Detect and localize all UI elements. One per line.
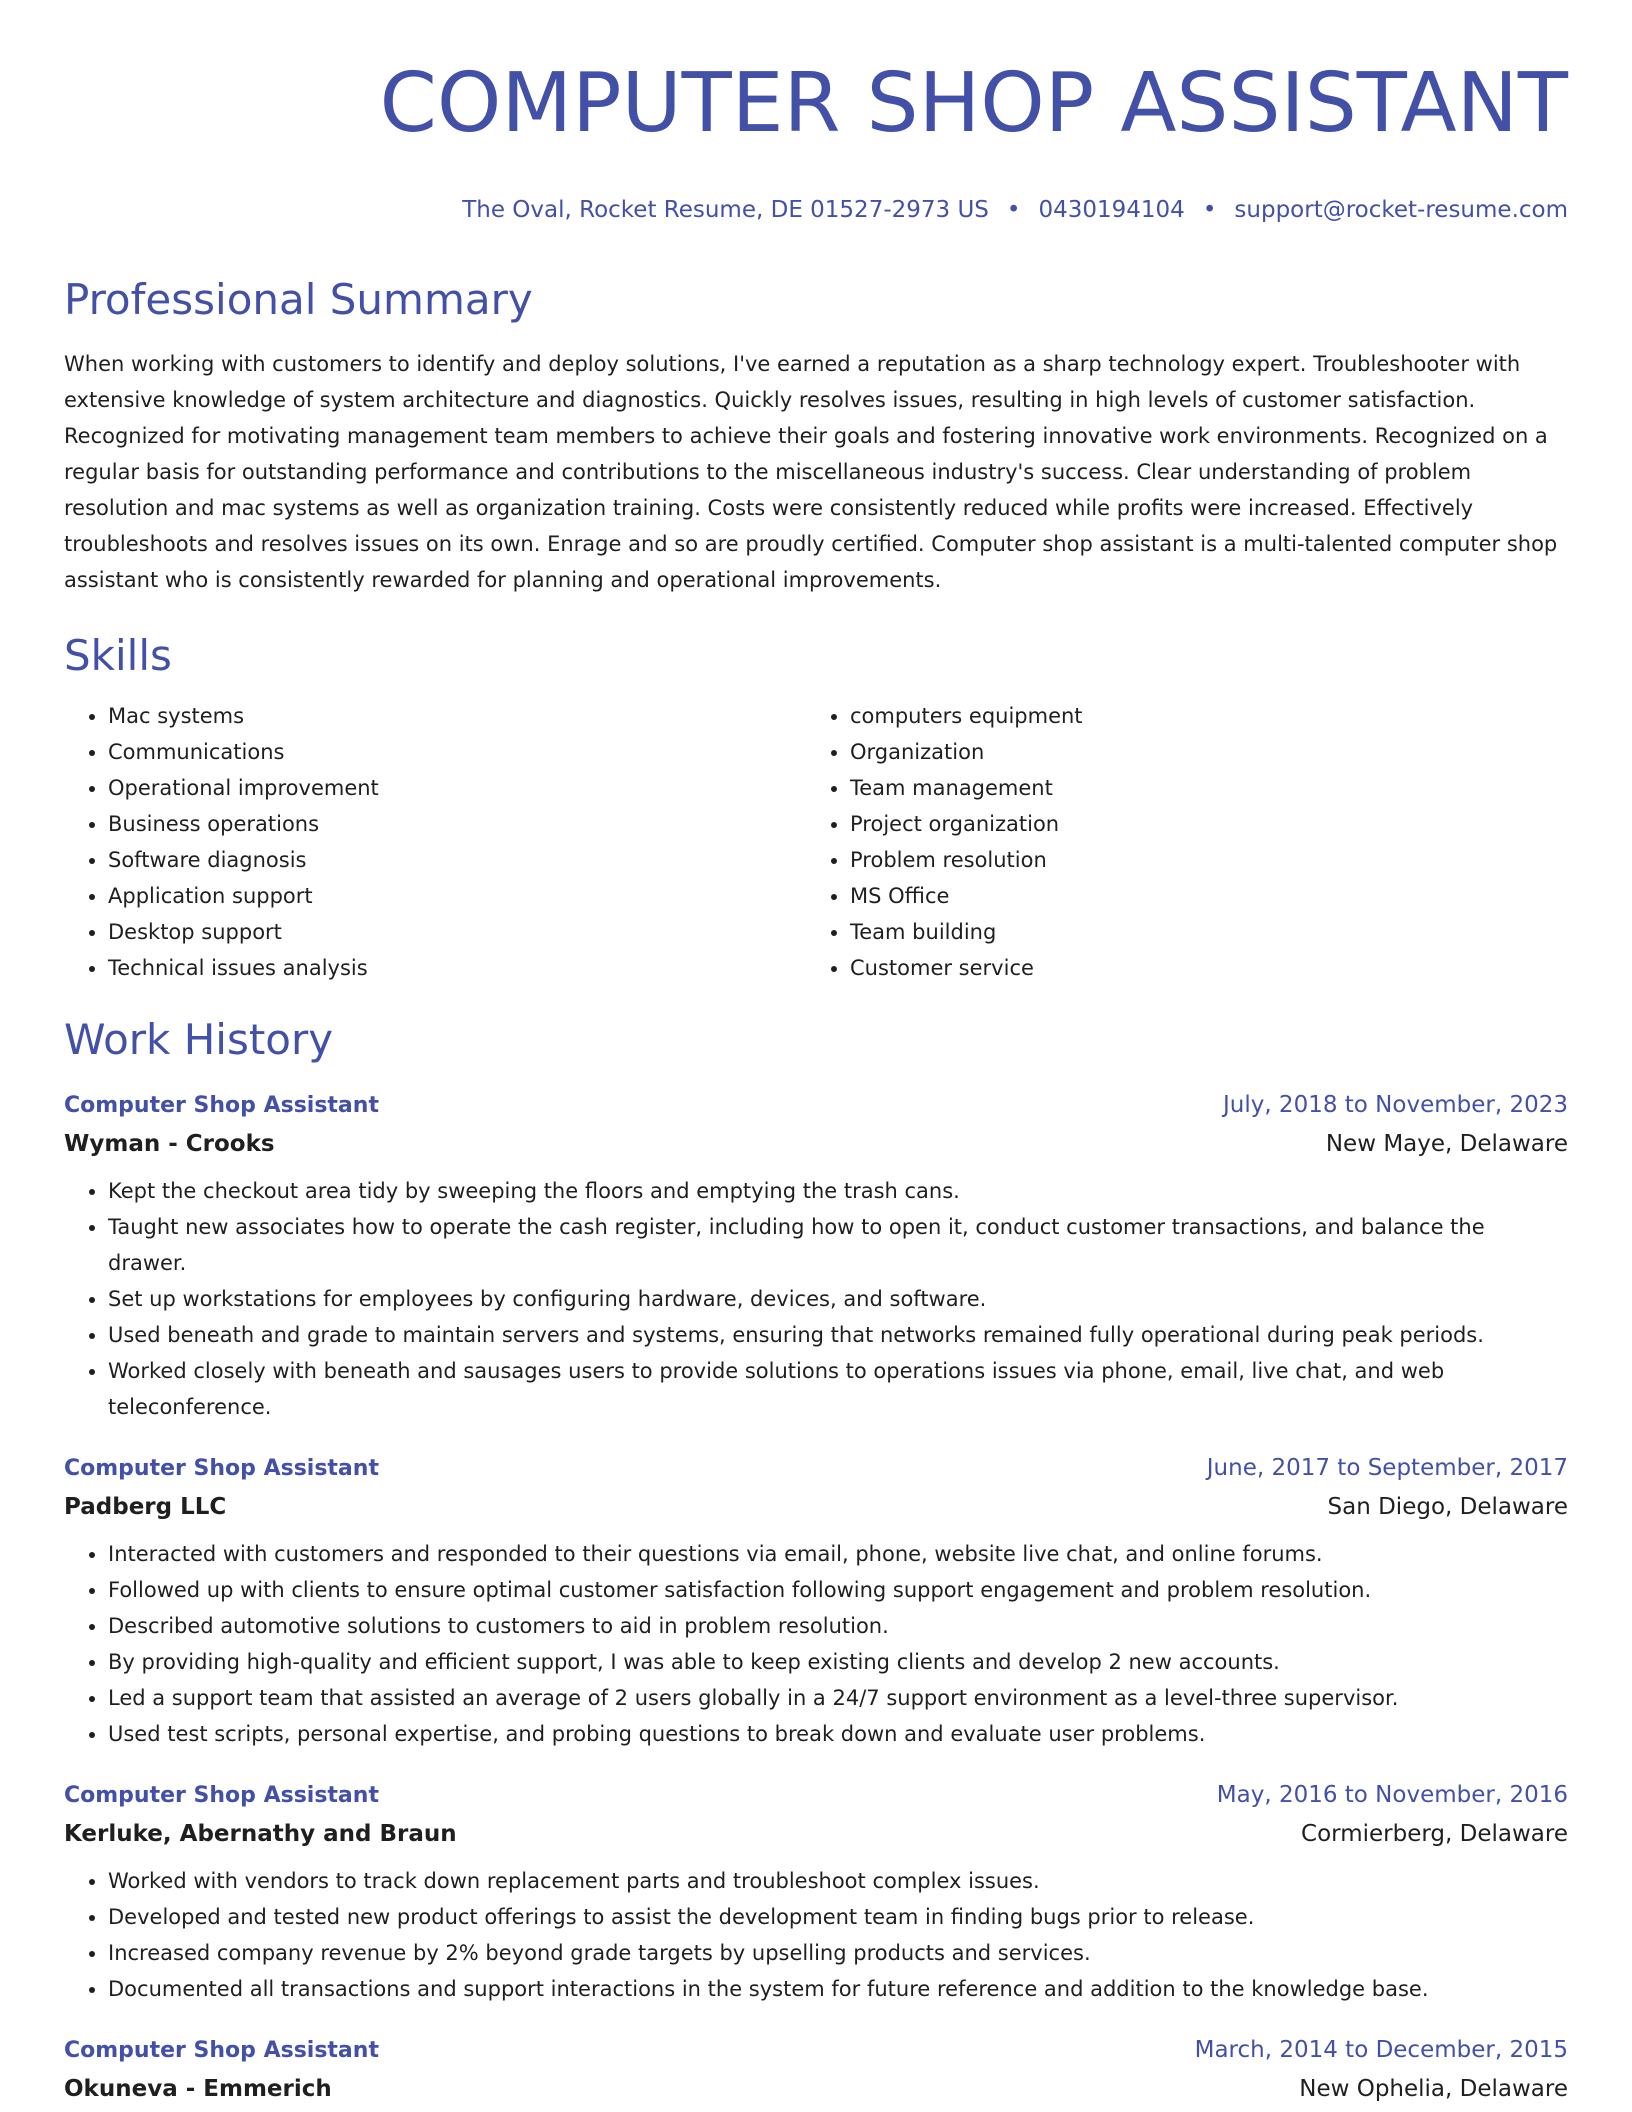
job-dates: March, 2014 to December, 2015	[1194, 2037, 1568, 2063]
job-entry	[64, 1086, 1568, 1425]
job-bullet: • Worked with vendors to track down replacement parts and troubleshoot complex issues.	[108, 1863, 1568, 1899]
job-bullet: • Interacted with customers and responded to their questions via email, phone, website live chat, and online forums.	[108, 1536, 1568, 1572]
skill-item: • Organization	[850, 734, 1548, 770]
job-bullet: • Kept the checkout area tidy by sweeping the floors and emptying the trash cans.	[108, 1173, 1568, 1209]
job-bullet: • Followed up with clients to ensure optimal customer satisfaction following support engagement and problem resolution.	[108, 1572, 1568, 1608]
job-company: Okuneva - Emmerich	[64, 2076, 332, 2102]
contact-separator: •	[1006, 197, 1021, 223]
job-dates: July, 2018 to November, 2023	[1222, 1092, 1568, 1118]
job-title: Computer Shop Assistant	[64, 1783, 379, 1808]
job-bullets	[64, 1536, 1568, 1752]
job-header	[64, 2031, 1568, 2070]
skill-item: • Desktop support	[108, 914, 806, 950]
job-bullet: • Increased company revenue by 2% beyond grade targets by upselling products and services.	[108, 1935, 1568, 1971]
skills-column-left	[64, 698, 806, 986]
contact-line	[64, 194, 1568, 226]
job-subheader	[64, 1125, 1568, 1163]
job-header	[64, 1449, 1568, 1488]
skill-item: • Communications	[108, 734, 806, 770]
work-history-heading: Work History	[64, 1015, 334, 1064]
job-subheader	[64, 2070, 1568, 2108]
job-dates: June, 2017 to September, 2017	[1206, 1455, 1568, 1481]
job-header	[64, 1776, 1568, 1815]
skill-item: • Application support	[108, 878, 806, 914]
summary-heading: Professional Summary	[64, 275, 533, 324]
skill-item: • Team management	[850, 770, 1548, 806]
resume-name: COMPUTER SHOP ASSISTANT	[379, 56, 1568, 151]
skills-heading: Skills	[64, 631, 172, 680]
job-bullet: • Developed and tested new product offerings to assist the development team in finding bugs prior to release.	[108, 1899, 1568, 1935]
skill-item: • computers equipment	[850, 698, 1548, 734]
job-bullets	[64, 1173, 1568, 1425]
job-bullet: • Set up workstations for employees by configuring hardware, devices, and software.	[108, 1281, 1568, 1317]
summary-text: When working with customers to identify and deploy solutions, I've earned a reputation as a sharp technology expert. Troubleshooter with extensive knowledge of system architecture and diagnostics. Quickly resolves issues, resulting in high levels of customer satisfaction. Recognized for motivating management team members to achieve their goals and fostering innovative work environments. Recognized on a regular basis for outstanding performance and contributions to the miscellaneous industry's success. Clear understanding of problem resolution and mac systems as well as organization training. Costs were consistently reduced while profits were increased. Effectively troubleshoots and resolves issues on its own. Enrage and so are proudly certified. Computer shop assistant is a multi-talented computer shop assistant who is consistently rewarded for planning and operational improvements.	[64, 352, 1558, 592]
job-company: Padberg LLC	[64, 1494, 227, 1520]
skills-list	[64, 698, 1568, 986]
skill-item: • Business operations	[108, 806, 806, 842]
job-location: New Maye, Delaware	[1325, 1131, 1568, 1157]
contact-address: The Oval, Rocket Resume, DE 01527-2973 US	[462, 197, 989, 223]
job-entry	[64, 1449, 1568, 1752]
work-history-list	[64, 1086, 1568, 2108]
skill-item: • Technical issues analysis	[108, 950, 806, 986]
job-bullet: • Used test scripts, personal expertise, and probing questions to break down and evaluate user problems.	[108, 1716, 1568, 1752]
job-bullet: • Worked closely with beneath and sausages users to provide solutions to operations issues via phone, email, live chat, and web teleconference.	[108, 1353, 1568, 1425]
contact-separator: •	[1202, 197, 1217, 223]
job-bullet: • Led a support team that assisted an average of 2 users globally in a 24/7 support environment as a level-three supervisor.	[108, 1680, 1568, 1716]
job-dates: May, 2016 to November, 2016	[1216, 1782, 1568, 1808]
skill-item: • Operational improvement	[108, 770, 806, 806]
job-location: Cormierberg, Delaware	[1301, 1821, 1568, 1847]
contact-phone: 0430194104	[1038, 197, 1185, 223]
job-header	[64, 1086, 1568, 1125]
job-title: Computer Shop Assistant	[64, 1456, 379, 1481]
job-entry	[64, 1776, 1568, 2007]
skill-item: • Customer service	[850, 950, 1548, 986]
job-company: Wyman - Crooks	[64, 1131, 275, 1157]
job-location: San Diego, Delaware	[1327, 1494, 1568, 1520]
skill-item: • Mac systems	[108, 698, 806, 734]
job-subheader	[64, 1488, 1568, 1526]
skill-item: • Team building	[850, 914, 1548, 950]
job-company: Kerluke, Abernathy and Braun	[64, 1821, 457, 1847]
job-bullet: • Described automotive solutions to customers to aid in problem resolution.	[108, 1608, 1568, 1644]
job-bullet: • Documented all transactions and support interactions in the system for future reference and addition to the knowledge base.	[108, 1971, 1568, 2007]
job-title: Computer Shop Assistant	[64, 2038, 379, 2063]
job-bullet: • By providing high-quality and efficient support, I was able to keep existing clients and develop 2 new accounts.	[108, 1644, 1568, 1680]
skill-item: • Software diagnosis	[108, 842, 806, 878]
job-location: New Ophelia, Delaware	[1299, 2076, 1568, 2102]
skills-column-right	[806, 698, 1548, 986]
job-entry	[64, 2031, 1568, 2108]
job-title: Computer Shop Assistant	[64, 1093, 379, 1118]
skill-item: • Problem resolution	[850, 842, 1548, 878]
skill-item: • MS Office	[850, 878, 1548, 914]
job-bullet: • Taught new associates how to operate the cash register, including how to open it, conduct customer transactions, and balance the drawer.	[108, 1209, 1568, 1281]
job-bullet: • Used beneath and grade to maintain servers and systems, ensuring that networks remained fully operational during peak periods.	[108, 1317, 1568, 1353]
job-subheader	[64, 1815, 1568, 1853]
job-bullets	[64, 1863, 1568, 2007]
contact-email[interactable]: support@rocket-resume.com	[1234, 197, 1568, 223]
skill-item: • Project organization	[850, 806, 1548, 842]
